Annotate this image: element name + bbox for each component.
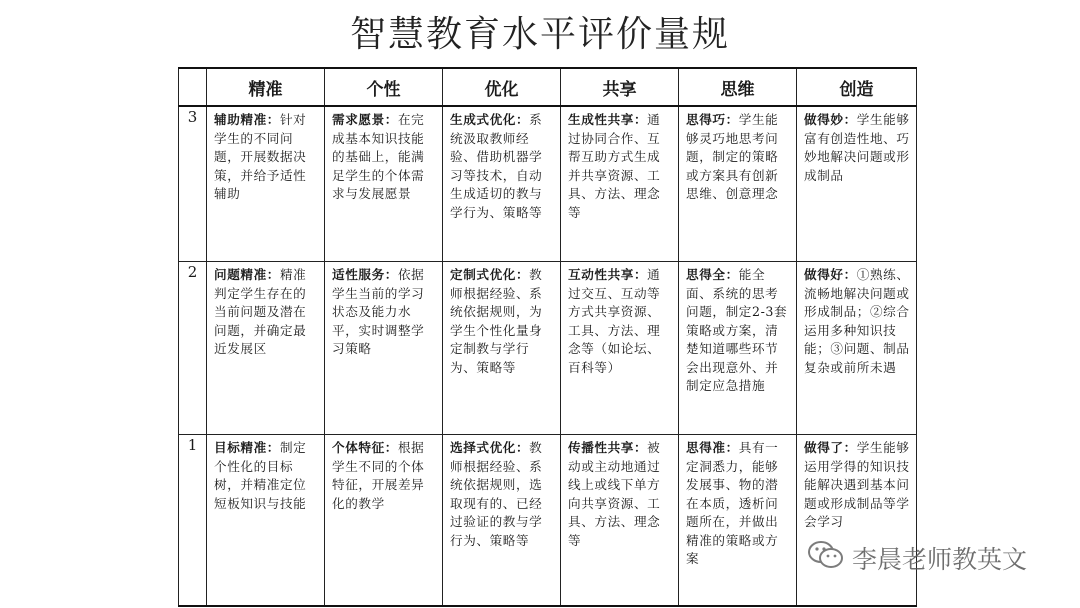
table-row-level-2 <box>179 262 917 435</box>
cell <box>325 435 443 607</box>
cell-body: 学生能够运用学得的知识技能解决遇到基本问题或形成制品等学会学习 <box>804 440 910 529</box>
cell-head: 思得全： <box>686 267 739 282</box>
header-creation: 创造 <box>797 68 917 106</box>
table-row-level-1 <box>179 435 917 607</box>
cell-head: 生成式优化： <box>450 112 530 127</box>
rubric-table <box>178 67 917 607</box>
cell-body: 通过交互、互动等方式共享资源、工具、方法、理念等（如论坛、百科等） <box>568 267 661 375</box>
cell-head: 做得妙： <box>804 112 857 127</box>
watermark-text: 李晨老师教英文 <box>852 545 1028 574</box>
table-row-level-3 <box>179 106 917 262</box>
cell <box>443 106 561 262</box>
cell-head: 生成性共享： <box>568 112 648 127</box>
cell-head: 选择式优化： <box>450 440 530 455</box>
cell <box>797 106 917 262</box>
level-label: 1 <box>179 435 207 607</box>
cell <box>679 262 797 435</box>
header-sharing: 共享 <box>561 68 679 106</box>
cell-head: 适性服务： <box>332 267 398 282</box>
cell-head: 互动性共享： <box>568 267 648 282</box>
cell-body: 通过协同合作、互帮互助方式生成并共享资源、工具、方法、理念等 <box>568 112 661 220</box>
cell <box>443 262 561 435</box>
page-title: 智慧教育水平评价量规 <box>349 14 730 55</box>
cell-body: 制定个性化的目标树，并精准定位短板知识与技能 <box>214 440 307 511</box>
level-label: 3 <box>179 106 207 262</box>
cell-head: 思得巧： <box>686 112 739 127</box>
cell <box>797 435 917 607</box>
cell <box>561 262 679 435</box>
header-personalization: 个性 <box>325 68 443 106</box>
cell-body: 教师根据经验、系统依据规则，选取现有的、已经过验证的教与学行为、策略等 <box>450 440 543 548</box>
cell-body: 学生能够富有创造性地、巧妙地解决问题或形成制品 <box>804 112 910 183</box>
header-thinking: 思维 <box>679 68 797 106</box>
cell-head: 做得好： <box>804 267 857 282</box>
cell <box>207 262 325 435</box>
cell-body: 被动或主动地通过线上或线下单方向共享资源、工具、方法、理念等 <box>568 440 661 548</box>
cell-head: 定制式优化： <box>450 267 530 282</box>
table-header-row <box>179 68 917 106</box>
cell <box>443 435 561 607</box>
cell-head: 问题精准： <box>214 267 280 282</box>
cell-head: 辅助精准： <box>214 112 280 127</box>
cell <box>561 435 679 607</box>
cell-head: 思得准： <box>686 440 739 455</box>
level-label: 2 <box>179 262 207 435</box>
cell <box>207 106 325 262</box>
cell-body: 能全面、系统的思考问题，制定2-3套策略或方案，清楚知道哪些环节会出现意外、并制定应急措施 <box>686 267 788 393</box>
cell-head: 做得了： <box>804 440 857 455</box>
header-precision: 精准 <box>207 68 325 106</box>
cell-body: 系统汲取教师经验、借助机器学习等技术，自动生成适切的教与学行为、策略等 <box>450 112 543 220</box>
cell-body: 针对学生的不同问题，开展数据决策，并给予适性辅助 <box>214 112 307 201</box>
header-optimization: 优化 <box>443 68 561 106</box>
cell-body: 学生能够灵巧地思考问题，制定的策略或方案具有创新思维、创意理念 <box>686 112 779 201</box>
cell-head: 需求愿景： <box>332 112 398 127</box>
cell <box>679 435 797 607</box>
cell-body: 具有一定洞悉力，能够发展事、物的潜在本质，透析问题所在，并做出精准的策略或方案 <box>686 440 779 566</box>
cell <box>207 435 325 607</box>
cell-body: ①熟练、流畅地解决问题或形成制品；②综合运用多种知识技能；③问题、制品复杂或前所未遇 <box>804 267 910 375</box>
cell <box>325 262 443 435</box>
cell-body: 根据学生不同的个体特征，开展差异化的教学 <box>332 440 425 511</box>
cell-head: 目标精准： <box>214 440 280 455</box>
cell <box>797 262 917 435</box>
watermark <box>808 540 1027 576</box>
wechat-icon <box>808 540 852 576</box>
cell <box>679 106 797 262</box>
cell-body: 在完成基本知识技能的基础上，能满足学生的个体需求与发展愿景 <box>332 112 425 201</box>
cell <box>561 106 679 262</box>
cell-body: 教师根据经验、系统依据规则，为学生个性化量身定制教与学行为、策略等 <box>450 267 543 375</box>
cell-head: 传播性共享： <box>568 440 648 455</box>
cell <box>325 106 443 262</box>
cell-body: 精准判定学生存在的当前问题及潜在问题，并确定最近发展区 <box>214 267 307 356</box>
cell-body: 依据学生当前的学习状态及能力水平，实时调整学习策略 <box>332 267 425 356</box>
cell-head: 个体特征： <box>332 440 398 455</box>
header-level <box>179 68 207 106</box>
